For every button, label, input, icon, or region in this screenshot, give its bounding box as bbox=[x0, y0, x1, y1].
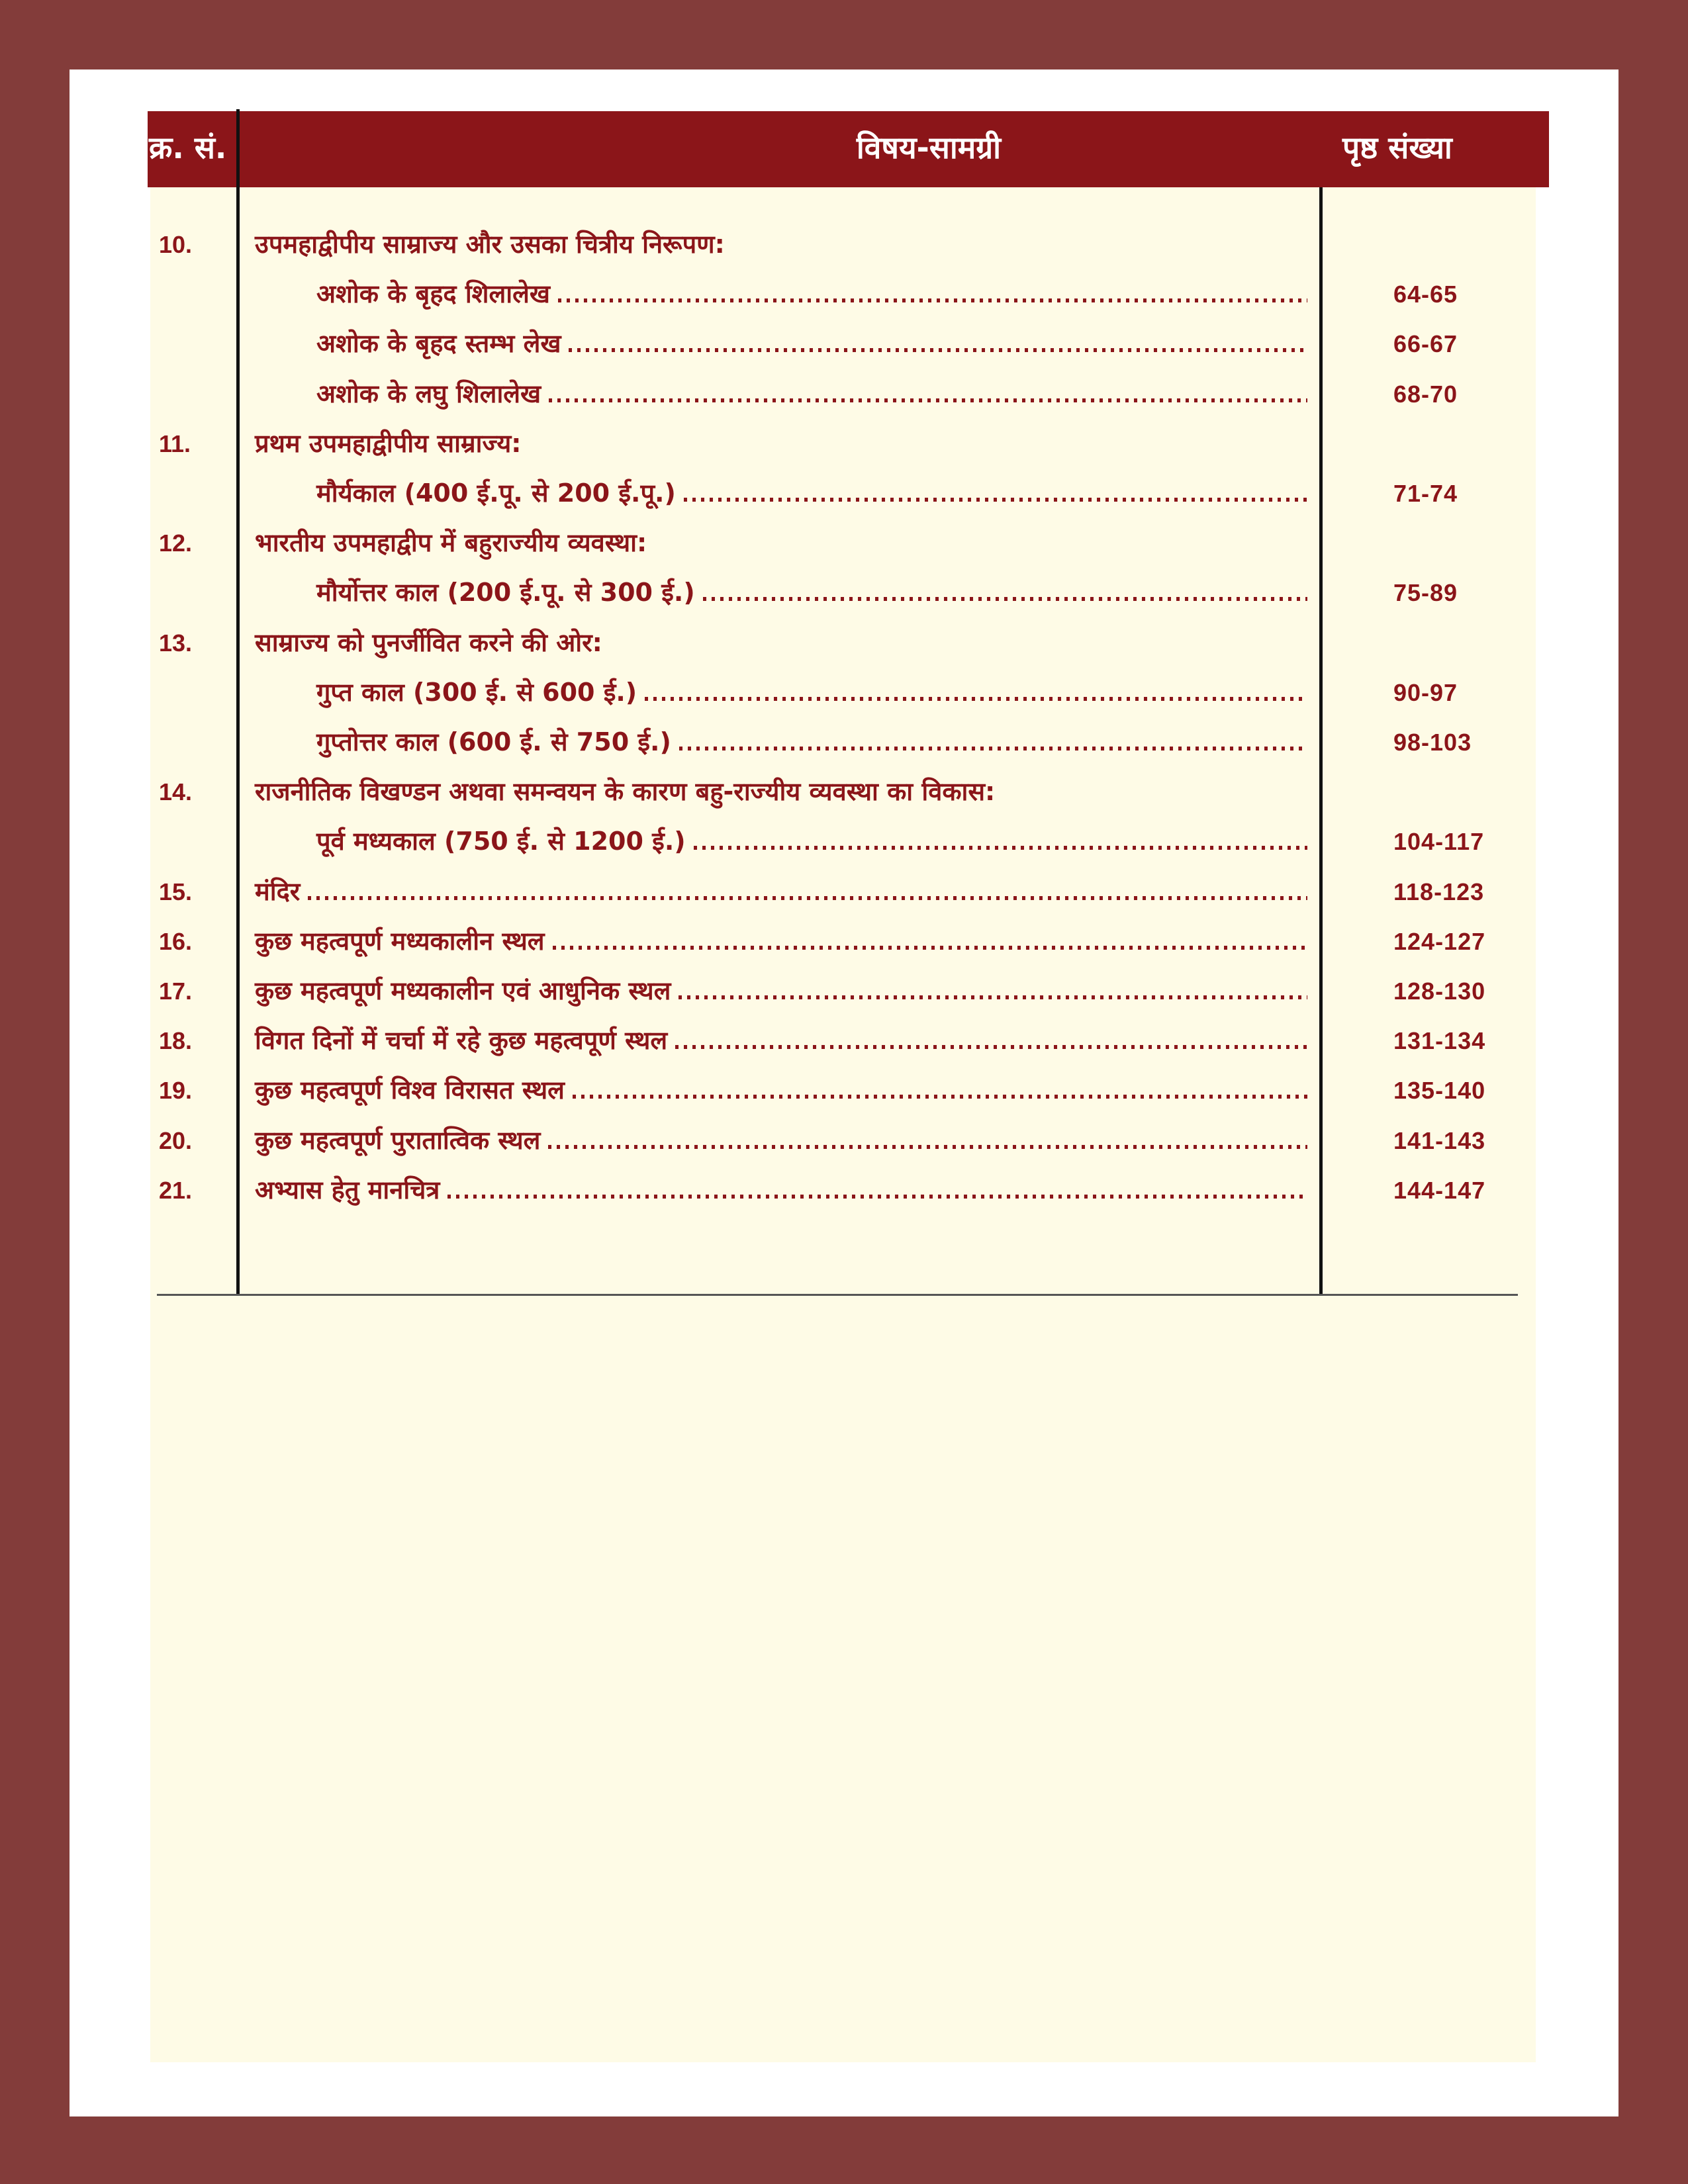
entry-pages: 124-127 bbox=[1393, 927, 1486, 955]
dotted-leader bbox=[703, 597, 1307, 601]
toc-header-bar bbox=[148, 111, 1549, 187]
entry-title: अशोक के बृहद स्तम्भ लेख bbox=[316, 329, 561, 359]
entry-title: विगत दिनों में चर्चा में रहे कुछ महत्वपूर्ण स्थल bbox=[255, 1026, 668, 1056]
toc-entry[interactable] bbox=[0, 767, 1688, 817]
dotted-leader bbox=[573, 1095, 1307, 1099]
entry-pages: 90-97 bbox=[1393, 678, 1458, 706]
entry-title: भारतीय उपमहाद्वीप में बहुराज्यीय व्यवस्था: bbox=[255, 528, 647, 558]
entry-title: प्रथम उपमहाद्वीपीय साम्राज्य: bbox=[255, 428, 522, 458]
entry-number: 18. bbox=[159, 1027, 193, 1055]
entry-title: कुछ महत्वपूर्ण पुरातात्विक स्थल bbox=[255, 1125, 541, 1155]
entry-title: उपमहाद्वीपीय साम्राज्य और उसका चित्रीय निरूपण: bbox=[255, 230, 725, 259]
entry-pages: 135-140 bbox=[1393, 1077, 1486, 1105]
dotted-leader bbox=[553, 946, 1307, 950]
toc-entry[interactable] bbox=[0, 369, 1688, 419]
dotted-leader bbox=[548, 1145, 1307, 1149]
entry-title: मौर्योत्तर काल (200 ई.पू. से 300 ई.) bbox=[316, 578, 695, 608]
entry-title: अशोक के बृहद शिलालेख bbox=[316, 279, 550, 309]
toc-entry[interactable] bbox=[0, 618, 1688, 668]
entry-number: 20. bbox=[159, 1126, 193, 1154]
entry-pages: 104-117 bbox=[1393, 828, 1485, 856]
entry-title: गुप्तोत्तर काल (600 ई. से 750 ई.) bbox=[316, 727, 671, 756]
toc-entry[interactable] bbox=[0, 319, 1688, 369]
entry-title: साम्राज्य को पुनर्जीवित करने की ओर: bbox=[255, 627, 602, 657]
toc-entry[interactable] bbox=[0, 817, 1688, 866]
dotted-leader bbox=[308, 896, 1307, 900]
entry-title: राजनीतिक विखण्डन अथवा समन्वयन के कारण बहु-राज्यीय व्यवस्था का विकास: bbox=[255, 777, 996, 807]
entry-number: 21. bbox=[159, 1176, 193, 1204]
toc-entry[interactable] bbox=[0, 966, 1688, 1016]
entry-number: 10. bbox=[159, 231, 193, 258]
entry-title: कुछ महत्वपूर्ण मध्यकालीन एवं आधुनिक स्थल bbox=[255, 976, 671, 1005]
toc-entry[interactable] bbox=[0, 1066, 1688, 1115]
entry-title: कुछ महत्वपूर्ण मध्यकालीन स्थल bbox=[255, 926, 545, 956]
toc-entry[interactable] bbox=[0, 1016, 1688, 1066]
toc-entry[interactable] bbox=[0, 668, 1688, 717]
toc-entry[interactable] bbox=[0, 518, 1688, 568]
entry-pages: 144-147 bbox=[1393, 1176, 1486, 1204]
dotted-leader bbox=[679, 995, 1307, 999]
toc-entry[interactable] bbox=[0, 419, 1688, 469]
toc-entry[interactable] bbox=[0, 1116, 1688, 1165]
header-page-number: पृष्ठ संख्या bbox=[1342, 130, 1452, 165]
toc-entry[interactable] bbox=[0, 568, 1688, 617]
table-bottom-rule bbox=[157, 1294, 1518, 1296]
entry-number: 19. bbox=[159, 1077, 193, 1105]
entry-number: 12. bbox=[159, 529, 193, 557]
toc-entry[interactable] bbox=[0, 220, 1688, 269]
entry-number: 16. bbox=[159, 927, 193, 955]
dotted-leader bbox=[558, 298, 1307, 302]
entry-number: 11. bbox=[159, 430, 191, 457]
entry-title: पूर्व मध्यकाल (750 ई. से 1200 ई.) bbox=[316, 827, 686, 856]
entry-pages: 141-143 bbox=[1393, 1126, 1486, 1154]
entry-number: 17. bbox=[159, 978, 193, 1005]
dotted-leader bbox=[679, 747, 1307, 751]
dotted-leader bbox=[569, 348, 1307, 352]
header-subject: विषय-सामग्री bbox=[856, 130, 1002, 165]
entry-title: मंदिर bbox=[255, 876, 301, 906]
entry-pages: 75-89 bbox=[1393, 579, 1458, 607]
dotted-leader bbox=[694, 846, 1307, 850]
toc-entry[interactable] bbox=[0, 469, 1688, 518]
toc-entry[interactable] bbox=[0, 1165, 1688, 1215]
entry-number: 14. bbox=[159, 778, 193, 806]
dotted-leader bbox=[549, 398, 1307, 402]
entry-pages: 66-67 bbox=[1393, 330, 1458, 358]
entry-pages: 128-130 bbox=[1393, 978, 1486, 1005]
entry-pages: 118-123 bbox=[1393, 878, 1485, 905]
dotted-leader bbox=[447, 1195, 1307, 1199]
dotted-leader bbox=[684, 498, 1307, 502]
dotted-leader bbox=[675, 1045, 1307, 1049]
entry-title: गुप्त काल (300 ई. से 600 ई.) bbox=[316, 677, 637, 707]
toc-entry[interactable] bbox=[0, 717, 1688, 767]
entry-title: अशोक के लघु शिलालेख bbox=[316, 379, 541, 408]
entry-title: मौर्यकाल (400 ई.पू. से 200 ई.पू.) bbox=[316, 478, 676, 508]
entry-title: कुछ महत्वपूर्ण विश्व विरासत स्थल bbox=[255, 1075, 565, 1105]
entry-pages: 98-103 bbox=[1393, 729, 1472, 756]
header-serial-number: क्र. सं. bbox=[149, 130, 227, 165]
entry-pages: 64-65 bbox=[1393, 281, 1458, 308]
entry-pages: 71-74 bbox=[1393, 480, 1458, 507]
entry-title: अभ्यास हेतु मानचित्र bbox=[255, 1175, 440, 1205]
entry-number: 13. bbox=[159, 629, 193, 657]
toc-entry[interactable] bbox=[0, 269, 1688, 319]
entry-pages: 68-70 bbox=[1393, 380, 1458, 408]
toc-entry[interactable] bbox=[0, 917, 1688, 966]
entry-number: 15. bbox=[159, 878, 193, 905]
entry-pages: 131-134 bbox=[1393, 1027, 1486, 1055]
toc-entry[interactable] bbox=[0, 867, 1688, 917]
dotted-leader bbox=[645, 697, 1307, 701]
